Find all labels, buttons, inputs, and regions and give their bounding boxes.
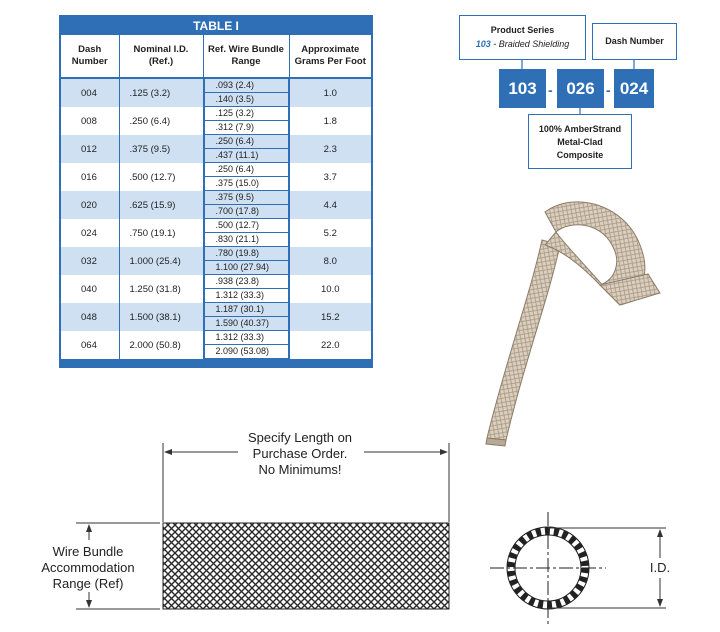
range-min: .125 (3.2) [204, 107, 289, 121]
range-max: .830 (21.1) [204, 233, 289, 247]
id-label: I.D. [640, 560, 680, 576]
range-min: 1.187 (30.1) [204, 303, 289, 317]
cell-grams-per-foot: 2.3 [289, 135, 371, 163]
cell-grams-per-foot: 1.8 [323, 115, 337, 127]
range-max: .312 (7.9) [204, 121, 289, 135]
range-max: .700 (17.8) [204, 205, 289, 219]
cell-nominal-id: 2.000 (50.8) [119, 331, 203, 359]
range-max: 1.100 (27.94) [204, 261, 289, 275]
header-dash-number: Dash Number [61, 35, 119, 78]
cell-grams-per-foot: 1.0 [289, 78, 371, 107]
length-note-line-2: Purchase Order. [252, 446, 348, 461]
table-title: TABLE I [193, 19, 239, 33]
code-separator-1: - [548, 82, 553, 98]
cell-dash-number: 012 [61, 135, 119, 163]
cell-dash-number: 004 [61, 78, 119, 107]
range-min: .375 (9.5) [204, 191, 289, 205]
cell-dash-number: 048 [61, 303, 119, 331]
braided-sleeve-side-view [163, 523, 449, 609]
cell-nominal-id: 1.500 (38.1) [119, 303, 203, 331]
cell-grams-per-foot: 15.2 [289, 303, 371, 331]
cell-grams-per-foot: 5.2 [323, 227, 337, 239]
material-line-3: Composite [556, 150, 604, 160]
cell-nominal-id: 1.250 (31.8) [119, 275, 203, 303]
bundle-range-label [18, 544, 158, 592]
material-line-1: 100% AmberStrand [538, 124, 622, 134]
cell-dash-number: 008 [61, 107, 119, 135]
range-max: 2.090 (53.08) [204, 345, 289, 359]
range-min: .250 (6.4) [204, 135, 289, 149]
cell-nominal-id: .375 (9.5) [119, 135, 203, 163]
cell-dash-number: 032 [61, 247, 119, 275]
range-max: 1.312 (33.3) [204, 289, 289, 303]
code-separator-2: - [606, 82, 611, 98]
cell-dash-number: 020 [61, 191, 119, 219]
header-wire-bundle-range: Ref. Wire Bundle Range [203, 35, 289, 78]
range-max: .140 (3.5) [204, 93, 289, 107]
cell-nominal-id: .250 (6.4) [119, 107, 203, 135]
length-note [230, 430, 370, 478]
code-dash-number: 024 [614, 69, 654, 108]
product-series-prefix: 103 [475, 39, 491, 49]
material-line-2: Metal-Clad [557, 137, 603, 147]
cell-nominal-id: .625 (15.9) [119, 191, 203, 219]
length-note-line-1: Specify Length on [247, 430, 353, 445]
cell-dash-number: 040 [61, 275, 119, 303]
range-min: .938 (23.8) [204, 275, 289, 289]
cell-nominal-id: .750 (19.1) [119, 219, 203, 247]
cell-dash-number: 016 [61, 163, 119, 191]
cell-nominal-id: .500 (12.7) [119, 163, 203, 191]
dash-number-label: Dash Number [605, 36, 664, 46]
range-min: .250 (6.4) [204, 163, 289, 177]
range-min: .500 (12.7) [204, 219, 289, 233]
cell-grams-per-foot: 4.4 [289, 191, 371, 219]
bundle-label-line-2: Accommodation [41, 560, 135, 575]
range-min: 1.312 (33.3) [204, 331, 289, 345]
cell-nominal-id: 1.000 (25.4) [119, 247, 203, 275]
header-nominal-id: Nominal I.D. (Ref.) [119, 35, 203, 78]
length-note-line-3: No Minimums! [258, 462, 342, 477]
cell-dash-number: 024 [61, 219, 119, 247]
bundle-label-line-1: Wire Bundle [52, 544, 124, 559]
cell-grams-per-foot: 22.0 [321, 339, 340, 351]
range-max: 1.590 (40.37) [204, 317, 289, 331]
range-min: .780 (19.8) [204, 247, 289, 261]
code-material: 026 [557, 69, 604, 108]
header-grams-per-foot: Approximate Grams Per Foot [289, 35, 371, 78]
cell-nominal-id: .125 (3.2) [119, 78, 203, 107]
cell-dash-number: 064 [61, 331, 119, 359]
cell-grams-per-foot: 8.0 [289, 247, 371, 275]
cell-grams-per-foot: 10.0 [321, 283, 340, 295]
range-max: .437 (11.1) [204, 149, 289, 163]
bundle-label-line-3: Range (Ref) [52, 576, 124, 591]
product-series-label: Product Series [490, 25, 555, 35]
range-min: .093 (2.4) [204, 79, 289, 93]
cell-grams-per-foot: 3.7 [323, 171, 337, 183]
product-series-text: - Braided Shielding [490, 39, 570, 49]
range-max: .375 (15.0) [204, 177, 289, 191]
code-series: 103 [499, 69, 546, 108]
